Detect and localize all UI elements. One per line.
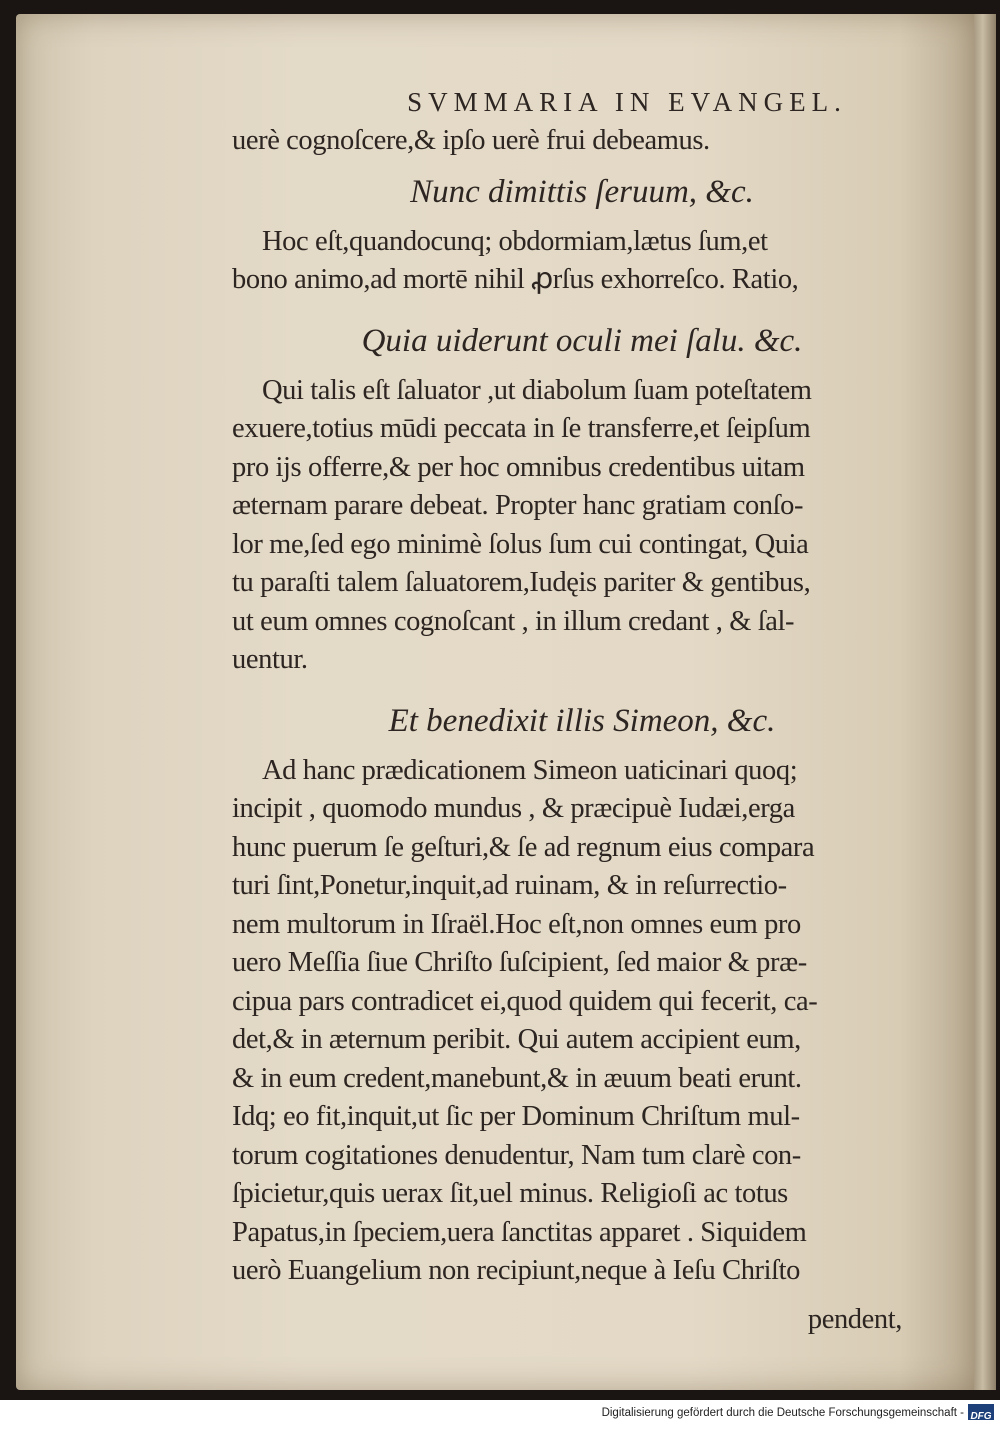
page-edge (974, 14, 996, 1390)
text-line: ſpicietur,quis uerax ſit,uel minus. Religioſi ac totus (232, 1178, 788, 1209)
paragraph (232, 372, 932, 680)
digitization-footer (0, 1400, 1000, 1426)
paragraph (232, 223, 932, 300)
section-heading: Et benedixit illis Simeon, &c. (388, 702, 776, 739)
catchword: pendent, (807, 1303, 902, 1335)
text-line: incipit , quomodo mundus , & præcipuè Iudæi,erga (232, 793, 795, 824)
page-text (232, 82, 932, 1339)
text-line: hunc puerum ſe geſturi,& ſe ad regnum eius compara (232, 831, 815, 863)
text-line: tu paraſti talem ſaluatorem,Iudęis pariter & gentibus, (232, 567, 811, 598)
text-line: Qui talis eſt ſaluator ,ut diabolum ſuam poteſtatem (262, 374, 812, 406)
text-line: æternam parare debeat. Propter hanc gratiam conſo- (232, 490, 804, 521)
section-heading: Nunc dimittis ſeruum, &c. (410, 173, 754, 210)
dfg-logo: DFG (968, 1404, 994, 1420)
text-line: Hoc eſt,quandocunq; obdormiam,lætus ſum,et (262, 225, 768, 257)
section-heading: Quia uiderunt oculi mei ſalu. &c. (361, 322, 803, 359)
paragraph (232, 752, 932, 1291)
text-line: Idq; eo fit,inquit,ut ſic per Dominum Chriſtum mul- (232, 1101, 800, 1132)
text-line: uerè cognoſcere,& ipſo uerè frui debeamus. (232, 125, 710, 156)
text-line: exuere,totius mūdi peccata in ſe transferre,et ſeipſum (232, 413, 811, 444)
text-line: bono animo,ad mortē nihil ꝓrſus exhorreſco. Ratio, (232, 264, 799, 295)
text-line: ut eum omnes cognoſcant , in illum credant , & ſal- (232, 605, 795, 637)
text-line: det,& in æternum peribit. Qui autem accipient eum, (232, 1024, 801, 1055)
text-line: turi ſint,Ponetur,inquit,ad ruinam, & in reſurrectio- (232, 870, 787, 901)
text-line: uero Meſſia ſiue Chriſto ſuſcipient, ſed maior & præ- (232, 947, 807, 978)
text-line: uentur. (232, 644, 308, 675)
footer-text: Digitalisierung gefördert durch die Deutsche Forschungsgemeinschaft - (601, 1407, 964, 1419)
text-line: nem multorum in Iſraël.Hoc eſt,non omnes eum pro (232, 908, 801, 940)
text-line: pro ijs offerre,& per hoc omnibus credentibus uitam (232, 451, 805, 483)
text-line: Ad hanc prædicationem Simeon uaticinari quoq; (262, 754, 798, 786)
text-line: & in eum credent,manebunt,& in æuum beati erunt. (232, 1062, 802, 1094)
text-line: cipua pars contradicet ei,quod quidem qui fecerit, ca- (232, 985, 818, 1017)
text-line: lor me,ſed ego minimè ſolus ſum cui contingat, Quia (232, 528, 809, 560)
text-line: uerò Euangelium non recipiunt,neque à Ieſu Chriſto (232, 1255, 801, 1286)
text-line: Papatus,in ſpeciem,uera ſanctitas apparet . Siquidem (232, 1216, 807, 1248)
running-head: SVMMARIA IN EVANGEL. (407, 87, 847, 117)
text-line: torum cogitationes denudentur, Nam tum clarè con- (232, 1139, 801, 1171)
